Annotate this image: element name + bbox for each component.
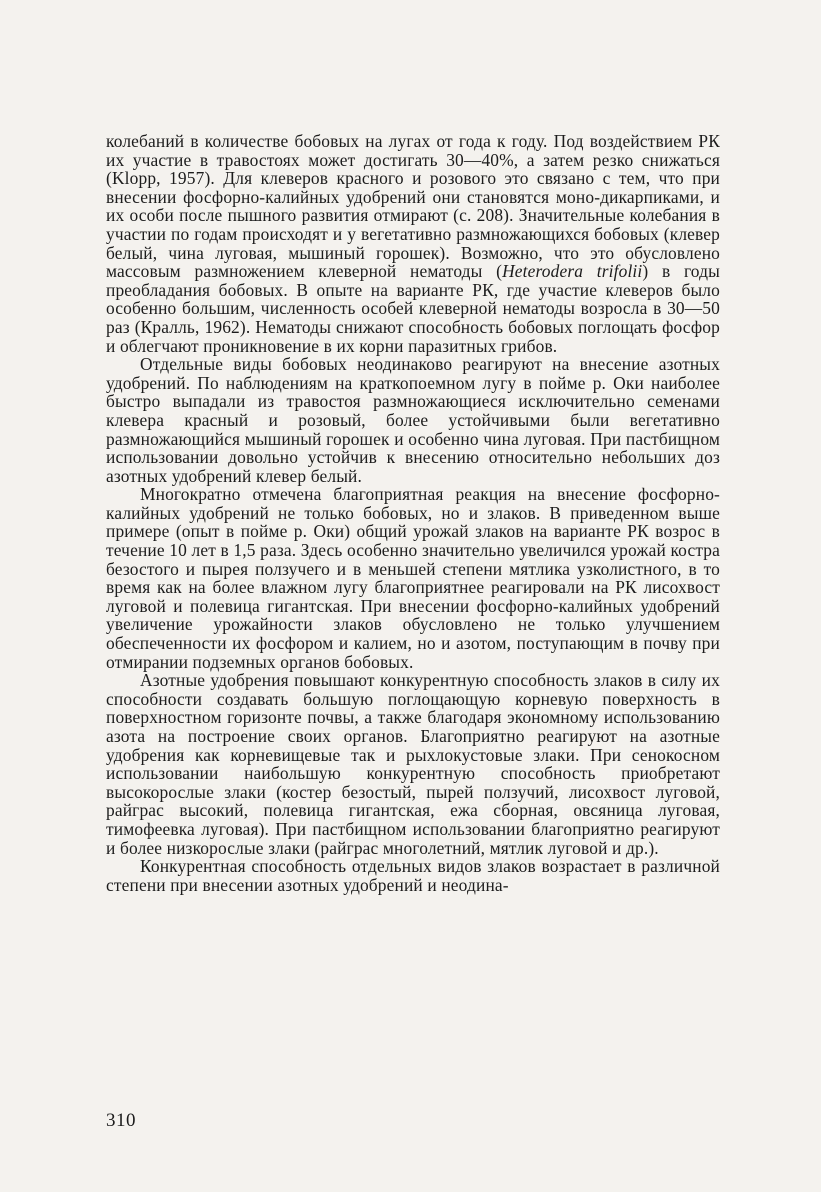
paragraph-1-part-2: ) в годы преобладания бобовых. В опыте на варианте РК, где участие клеверов было особенно большим, численность особей клеверной нематоды возросла в 30—50 раз (Кралль, 1962). Нематоды снижают способность бобовых поглощать фосфор и облегчают проникновение в их корни паразитных грибов. xyxy=(106,261,720,356)
paragraph-1 xyxy=(106,132,720,355)
species-name-italic: Heterodera trifolii xyxy=(502,261,643,282)
paragraph-4: Азотные удобрения повышают конкурентную способность злаков в силу их способности создавать большую поглощающую корневую поверхность в поверхностном горизонте почвы, а также благодаря экономному использованию азота на построение своих органов. Благоприятно реагируют на азотные удобрения как корневищевые так и рыхлокустовые злаки. При сенокосном использовании наибольшую конкурентную способность приобретают высокорослые злаки (костер безостый, пырей ползучий, лисохвост луговой, райграс высокий, полевица гигантская, ежа сборная, овсяница луговая, тимофеевка луговая). При пастбищном использовании благоприятно реагируют и более низкорослые злаки (райграс многолетний, мятлик луговой и др.). xyxy=(106,670,720,858)
paragraph-2: Отдельные виды бобовых неодинаково реагируют на внесение азотных удобрений. По наблюдениям на краткопоемном лугу в пойме р. Оки наиболее быстро выпадали из травостоя размножающиеся исключительно семенами клевера красный и розовый, более устойчивыми были вегетативно размножающийся мышиный горошек и особенно чина луговая. При пастбищном использовании довольно устойчив к внесению относительно небольших доз азотных удобрений клевер белый. xyxy=(106,354,720,486)
page-number: 310 xyxy=(106,1110,136,1131)
paragraph-3: Многократно отмечена благоприятная реакция на внесение фосфорно-калийных удобрений не только бобовых, но и злаков. В приведенном выше примере (опыт в пойме р. Оки) общий урожай злаков на варианте РК возрос в течение 10 лет в 1,5 раза. Здесь особенно значительно увеличился урожай костра безостого и пырея ползучего и в меньшей степени мятлика узколистного, в то время как на более влажном лугу благоприятнее реагировали на РК лисохвост луговой и полевица гигантская. При внесении фосфорно-калийных удобрений увеличение урожайности злаков обусловлено не только улучшением обеспеченности их фосфором и калием, но и азотом, поступающим в почву при отмирании подземных органов бобовых. xyxy=(106,484,720,672)
body-text xyxy=(106,132,720,894)
paragraph-1-part-1: колебаний в количестве бобовых на лугах от года к году. Под воздействием РК их участие в травостоях может достигать 30—40%, а затем резко снижаться (Klopp, 1957). Для клеверов красного и розового это связано с тем, что при внесении фосфорно-калийных удобрений они становятся моно-дикарпиками, и их особи после пышного развития отмирают (с. 208). Значительные колебания в участии по годам происходят и у вегетативно размножающихся бобовых (клевер белый, чина луговая, мышиный горошек). Возможно, что это обусловлено массовым размножением клеверной нематоды ( xyxy=(106,131,720,282)
paragraph-5: Конкурентная способность отдельных видов злаков возрастает в различной степени при внесении азотных удобрений и неодина- xyxy=(106,856,720,895)
